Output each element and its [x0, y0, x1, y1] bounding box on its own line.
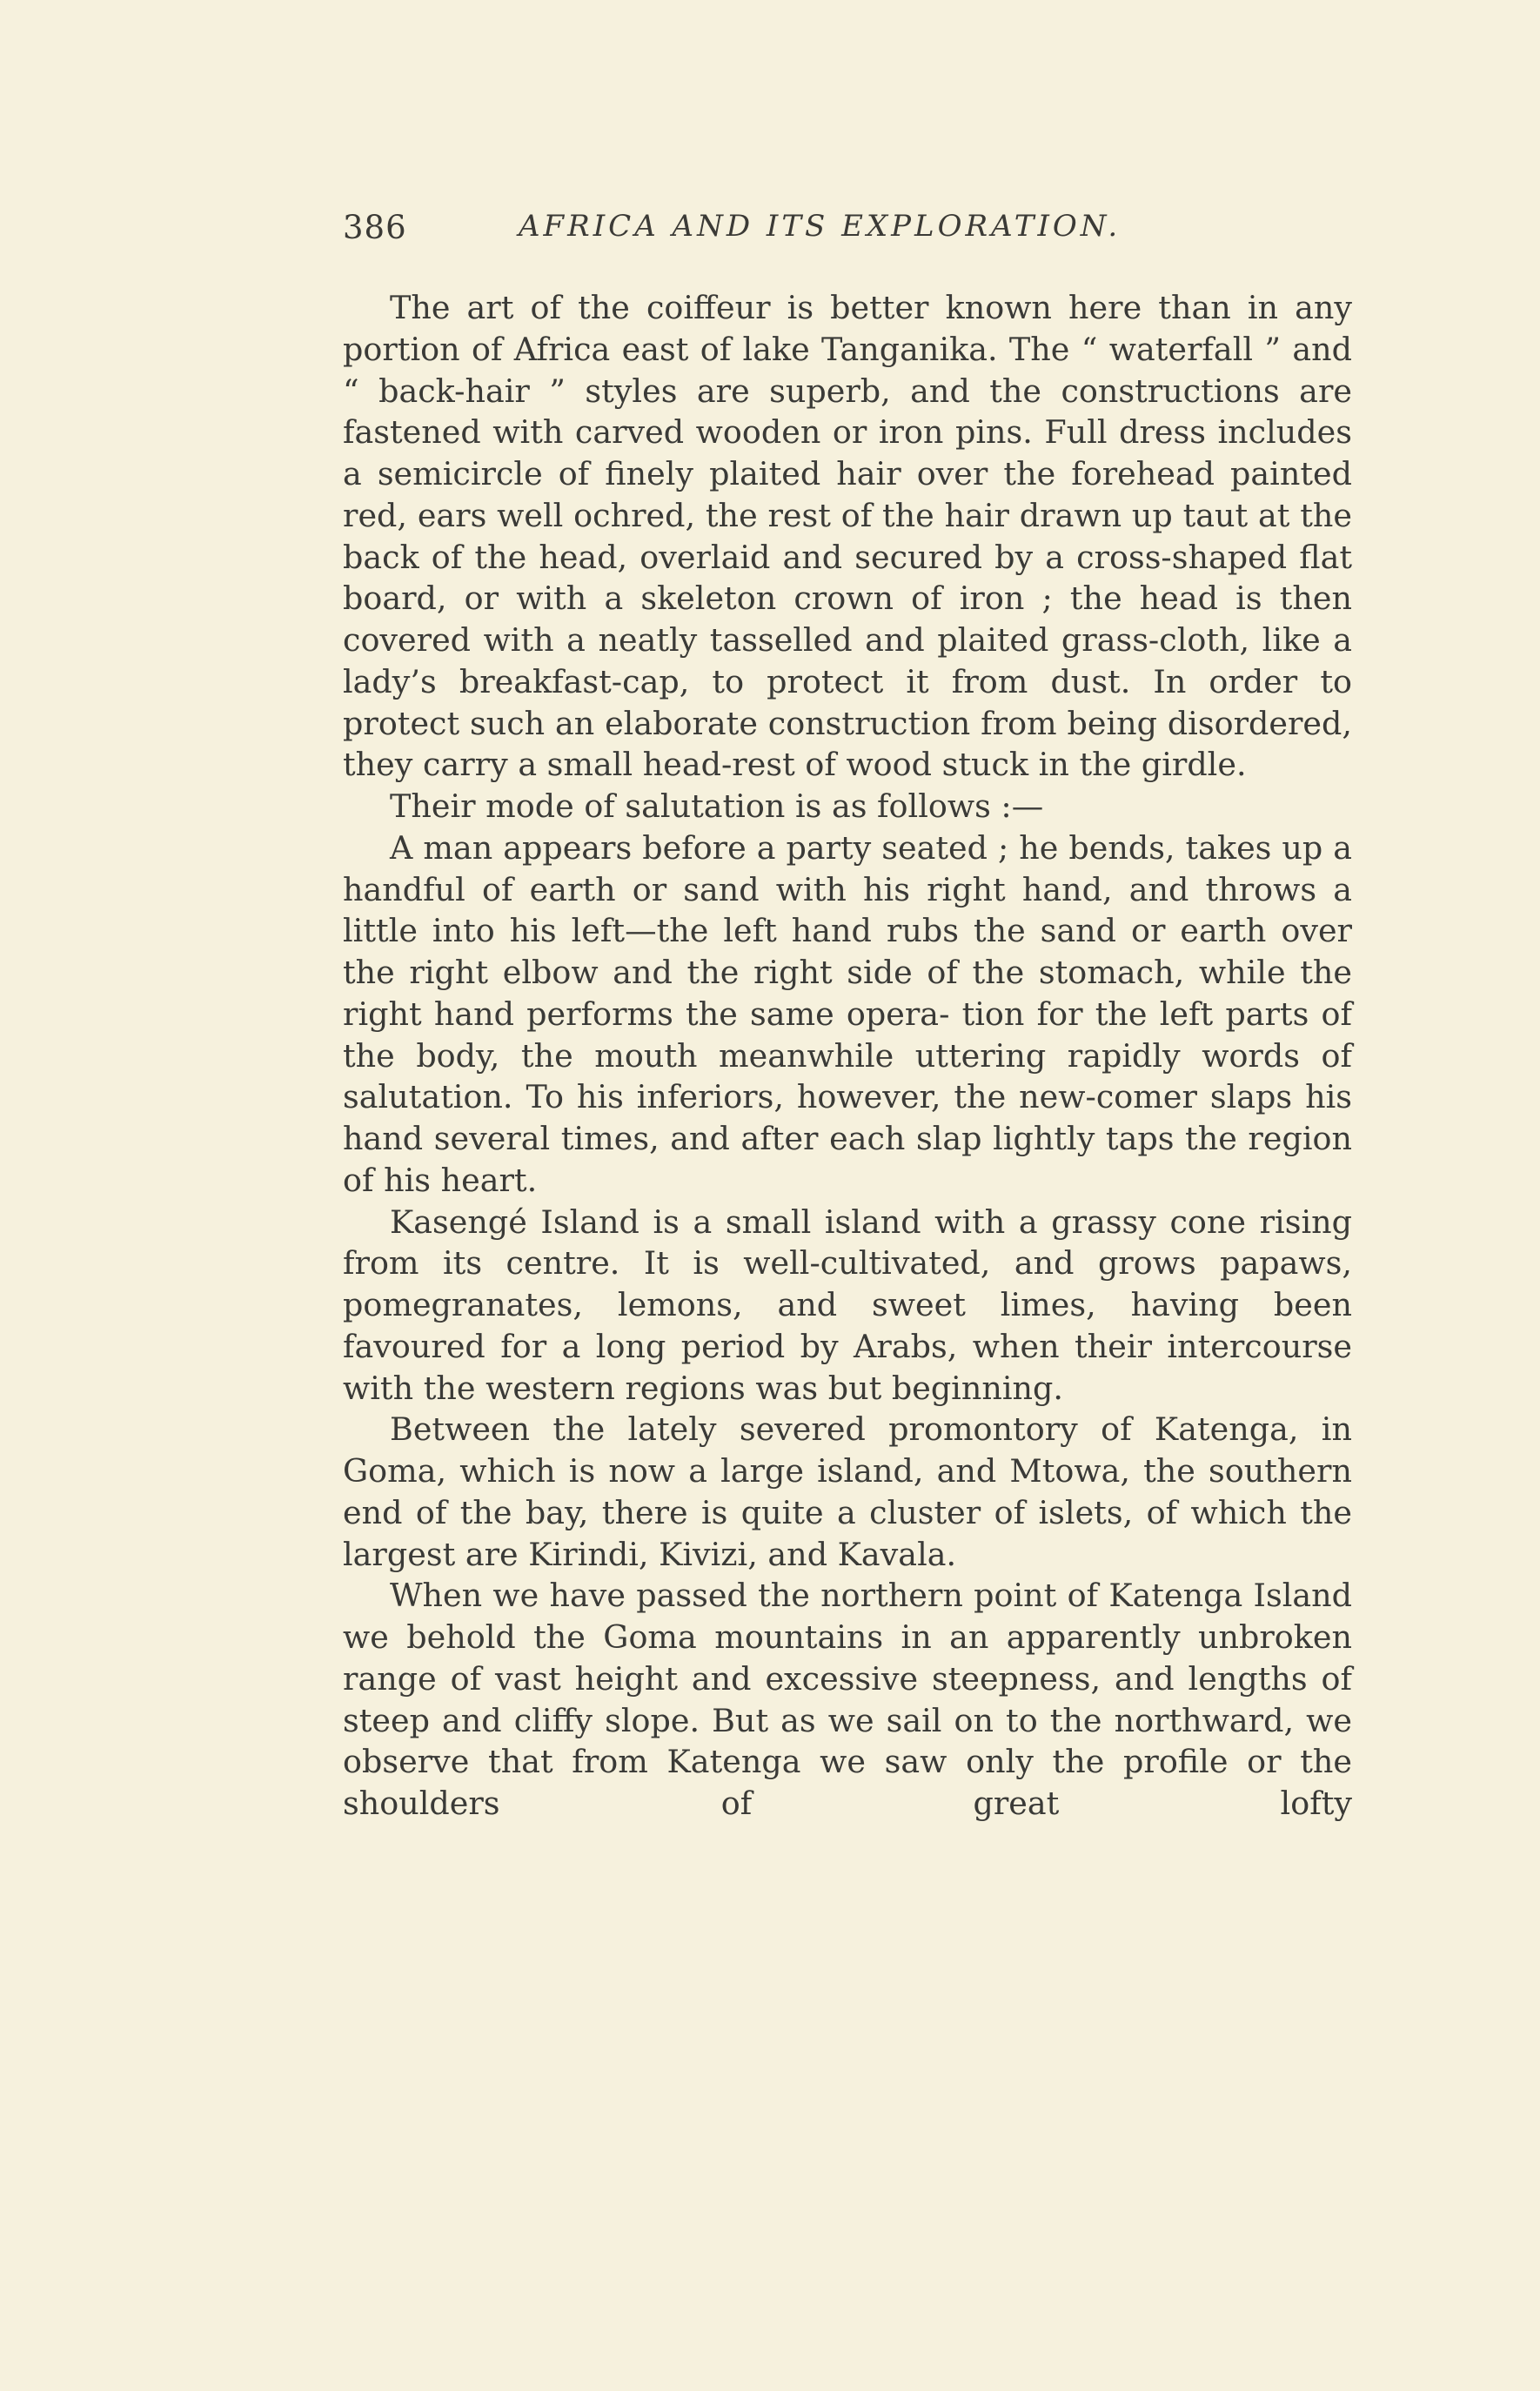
paragraph-kasenge-island: Kasengé Island is a small island with a grassy cone rising from its centre. It is well-cultivated, and grows papaws, pomegranates, lemons, and sweet limes, having been favoured for a long period by Arabs, when their intercourse with the western regions was but beginning.: [343, 1202, 1352, 1407]
paragraph-katenga-islets: Between the lately severed promontory of Katenga, in Goma, which is now a large island, and Mtowa, the southern end of the bay, there is quite a cluster of islets, of which the largest are Kirindi, Kivizi, and Kavala.: [343, 1410, 1352, 1573]
body-text: [343, 287, 1352, 1825]
page-header: [343, 209, 1352, 270]
paragraph-coiffeur: The art of the coiffeur is better known here than in any portion of Africa east of lake Tanganika. The “ waterfall ” and “ back-hair ” styles are superb, and the constructions are fastened with carved wooden or iron pins. Full dress includes a semicircle of finely plaited hair over the forehead painted red, ears well ochred, the rest of the hair drawn up taut at the back of the head, overlaid and secured by a cross-shaped flat board, or with a skeleton crown of iron ; the head is then covered with a neatly tasselled and plaited grass-cloth, like a lady’s breakfast-cap, to protect it from dust. In order to protect such an elaborate construction from being disordered, they carry a small head-rest of wood stuck in the girdle.: [343, 289, 1352, 784]
paragraph-salutation: A man appears before a party seated ; he bends, takes up a handful of earth or sand with his right hand, and throws a little into his left—the left hand rubs the sand or earth over the right elbow and the right side of the stomach, while the right hand performs the same opera- tion for the left parts of the body, the mouth meanwhile uttering rapidly words of salutation. To his inferiors, however, the new-comer slaps his hand several times, and after each slap lightly taps the region of his heart.: [343, 828, 1352, 1199]
paragraph-goma-mountains: When we have passed the northern point of Katenga Island we behold the Goma mountains in an apparently unbroken range of vast height and excessive steepness, and lengths of steep and cliffy slope. But as we sail on to the northward, we observe that from Katenga we saw only the profile or the shoulders of great lofty: [343, 1577, 1352, 1822]
page-number: 386: [343, 209, 407, 246]
running-title: AFRICA AND ITS EXPLORATION.: [519, 209, 1122, 244]
paragraph-salutation-heading: Their mode of salutation is as follows :—: [390, 787, 1044, 825]
